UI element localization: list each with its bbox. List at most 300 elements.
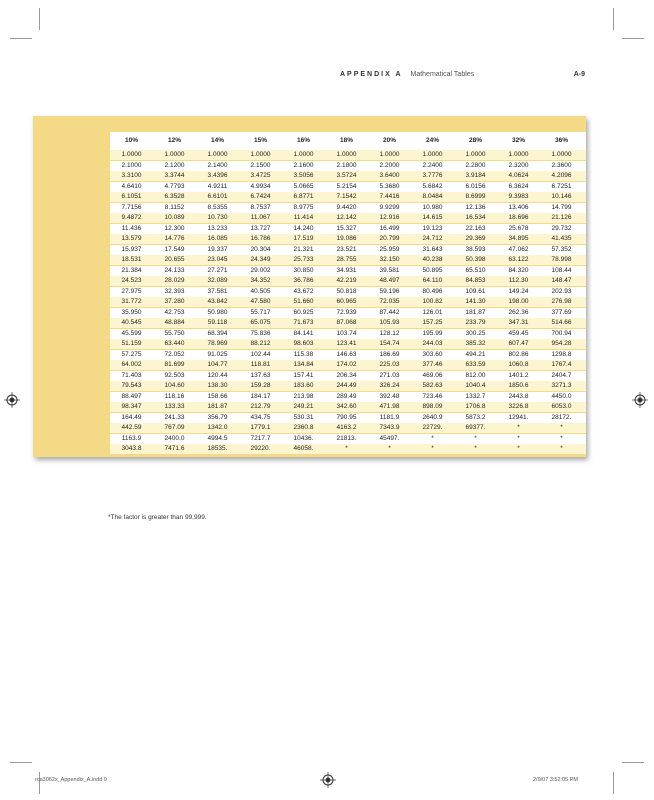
column-header: 12% — [167, 137, 181, 144]
row-band — [110, 276, 586, 286]
table-cell: 3271.3 — [551, 382, 572, 389]
table-cell: 3.9184 — [465, 172, 486, 179]
table-cell: 582.63 — [422, 382, 443, 389]
table-cell: 109.61 — [465, 287, 486, 295]
table-cell: 12.300 — [164, 224, 185, 232]
table-cell: 14.799 — [551, 203, 572, 211]
table-cell: 2.2800 — [465, 161, 486, 169]
page-number: A-9 — [573, 71, 585, 78]
table-cell: 262.36 — [508, 308, 529, 316]
table-cell: 2404.7 — [551, 371, 572, 379]
table-cell: 24.349 — [250, 256, 271, 263]
column-header: 18% — [339, 137, 353, 144]
table-cell: 59.196 — [379, 287, 400, 295]
table-cell: 28.029 — [164, 277, 185, 284]
table-cell: 35.950 — [121, 308, 142, 316]
table-cell: 40.505 — [250, 287, 271, 295]
table-cell: 11.436 — [121, 224, 142, 232]
table-cell: 7217.7 — [250, 434, 271, 442]
row-band — [110, 234, 586, 244]
table-cell: 80.496 — [422, 287, 443, 295]
table-cell: 31.772 — [121, 298, 142, 305]
row-band — [110, 255, 586, 265]
table-cell: 29.732 — [551, 224, 572, 232]
table-cell: 34.352 — [250, 277, 271, 284]
table-cell: 105.93 — [379, 319, 400, 326]
table-cell: 14.776 — [164, 235, 185, 242]
table-cell: 9.9299 — [379, 203, 400, 211]
row-stub — [33, 350, 110, 360]
row-stub — [33, 297, 110, 307]
table-cell: 41.435 — [551, 235, 572, 242]
table-cell: 118.16 — [164, 392, 185, 400]
table-row — [33, 350, 586, 360]
table-cell: 2360.8 — [293, 424, 314, 431]
table-cell: 2.1000 — [121, 161, 142, 169]
table-cell: 469.06 — [422, 371, 443, 379]
table-cell: 159.28 — [250, 382, 271, 389]
table-cell: 2.1200 — [164, 161, 185, 169]
table-cell: 1779.1 — [250, 424, 271, 431]
table-cell: 6.3528 — [164, 193, 185, 200]
row-band — [110, 192, 586, 202]
table-cell: 7.4416 — [379, 193, 400, 200]
table-row — [33, 297, 586, 307]
table-cell: 98.347 — [121, 403, 142, 410]
crop-mark — [622, 38, 644, 39]
table-cell: 347.31 — [508, 319, 529, 326]
table-cell: 7471.6 — [164, 445, 185, 452]
table-cell: 289.49 — [336, 392, 357, 400]
table-row — [33, 339, 586, 349]
row-band — [110, 308, 586, 318]
table-cell: 494.21 — [465, 350, 486, 358]
table-cell: 12.142 — [336, 214, 357, 221]
table-cell: 118.81 — [250, 361, 271, 368]
row-band — [110, 224, 586, 234]
table-cell: 112.30 — [508, 277, 529, 284]
table-cell: 57.352 — [551, 245, 572, 253]
table-cell: 1706.8 — [465, 403, 486, 410]
table-cell: 69377. — [465, 424, 486, 431]
table-cell: 6.0156 — [465, 182, 486, 190]
row-stub — [33, 255, 110, 265]
table-row — [33, 276, 586, 286]
row-stub — [33, 360, 110, 370]
table-cell: 42.219 — [336, 277, 357, 284]
table-cell: 8.6999 — [465, 193, 486, 200]
table-cell: 32.089 — [207, 277, 228, 284]
table-cell: 186.69 — [379, 350, 400, 358]
table-cell: 50.895 — [422, 266, 443, 274]
table-cell: 72.035 — [379, 298, 400, 305]
table-cell: 64.002 — [121, 361, 142, 368]
table-cell: 21.126 — [551, 214, 572, 221]
table-cell: 9.3983 — [508, 193, 529, 200]
table-cell: 50.398 — [465, 256, 486, 263]
slug-filename: rca3062x_Appendix_A.indd 9 — [35, 777, 107, 783]
table-cell: 28.755 — [336, 256, 357, 263]
row-band — [110, 444, 586, 454]
table-cell: 2400.0 — [164, 434, 185, 442]
row-band — [110, 413, 586, 423]
table-cell: 164.49 — [121, 413, 142, 421]
table-cell: 108.44 — [551, 266, 572, 274]
row-stub — [33, 192, 110, 202]
table-cell: 1.0000 — [465, 151, 486, 158]
registration-mark-icon — [320, 772, 336, 788]
table-cell: 154.74 — [379, 340, 400, 347]
table-cell: * — [431, 445, 434, 452]
table-cell: 1.0000 — [336, 151, 357, 158]
row-stub — [33, 423, 110, 433]
table-cell: 2.1400 — [207, 161, 228, 169]
row-stub — [33, 444, 110, 454]
table-cell: 8.7537 — [250, 203, 271, 211]
table-cell: 51.660 — [293, 298, 314, 305]
table-cell: 18535. — [207, 445, 228, 452]
table-cell: 342.60 — [336, 403, 357, 410]
table-cell: 21.321 — [293, 245, 314, 253]
table-row — [33, 171, 586, 181]
table-cell: 98.603 — [293, 340, 314, 347]
row-band — [110, 371, 586, 381]
table-cell: 471.98 — [379, 403, 400, 410]
table-cell: * — [431, 434, 434, 442]
table-cell: 126.01 — [422, 308, 443, 316]
table-cell: 43.842 — [207, 298, 228, 305]
table-cell: 42.753 — [164, 308, 185, 316]
table-cell: 30.850 — [293, 266, 314, 274]
table-cell: 1.0000 — [207, 151, 228, 158]
table-cell: 37.581 — [207, 287, 228, 295]
table-cell: 31.643 — [422, 245, 443, 253]
row-band — [110, 203, 586, 213]
column-header: 20% — [382, 137, 396, 144]
table-row — [33, 423, 586, 433]
table-row — [33, 402, 586, 412]
table-cell: 134.84 — [293, 361, 314, 368]
slug-timestamp: 2/9/07 3:52:05 PM — [533, 777, 578, 783]
row-band — [110, 182, 586, 192]
table-cell: 2443.8 — [508, 392, 529, 400]
table-cell: 25.678 — [508, 224, 529, 232]
row-band — [110, 297, 586, 307]
row-band — [110, 381, 586, 391]
table-cell: 6.7424 — [250, 193, 271, 200]
table-cell: 3043.8 — [121, 445, 142, 452]
table-cell: 212.79 — [250, 403, 271, 410]
table-cell: 27.975 — [121, 287, 142, 295]
table-cell: 115.38 — [293, 350, 314, 358]
row-band — [110, 266, 586, 276]
column-header: 16% — [296, 137, 310, 144]
table-cell: 241.33 — [164, 413, 185, 421]
table-cell: 8.9775 — [293, 203, 314, 211]
registration-mark-icon — [4, 392, 20, 408]
table-cell: 377.69 — [551, 308, 572, 316]
row-stub — [33, 245, 110, 255]
table-cell: 40.238 — [422, 256, 443, 263]
table-cell: 898.09 — [422, 403, 443, 410]
table-cell: 8.1152 — [164, 203, 185, 211]
table-row — [33, 287, 586, 297]
table-cell: 60.965 — [336, 298, 357, 305]
table-cell: 20.304 — [250, 245, 271, 253]
table-cell: 1181.9 — [379, 413, 400, 421]
table-cell: 71.403 — [121, 371, 142, 379]
table-row — [33, 434, 586, 444]
table-cell: 4163.2 — [336, 424, 357, 431]
table-cell: 377.46 — [422, 361, 443, 368]
row-band — [110, 318, 586, 328]
table-cell: 7.7156 — [121, 203, 142, 211]
table-cell: 5873.2 — [465, 413, 486, 421]
table-cell: 233.79 — [465, 319, 486, 326]
table-cell: 181.87 — [207, 403, 228, 410]
table-cell: 15.937 — [121, 245, 142, 253]
table-cell: 37.280 — [164, 298, 185, 305]
table-cell: 3.3744 — [164, 172, 185, 179]
table-cell: * — [388, 445, 391, 452]
table-cell: 87.442 — [379, 308, 400, 316]
table-row — [33, 224, 586, 234]
row-stub — [33, 339, 110, 349]
table-row — [33, 360, 586, 370]
table-cell: 633.59 — [465, 361, 486, 368]
table-cell: 1.0000 — [250, 151, 271, 158]
table-cell: 1.0000 — [121, 151, 142, 158]
row-stub — [33, 318, 110, 328]
table-cell: 17.549 — [164, 245, 185, 253]
table-cell: 2.1800 — [336, 161, 357, 169]
table-cell: 16.534 — [465, 214, 486, 221]
table-cell: 1.0000 — [164, 151, 185, 158]
table-cell: 148.47 — [551, 277, 572, 284]
row-stub — [33, 413, 110, 423]
table-cell: 55.717 — [250, 308, 271, 316]
table-cell: 14.240 — [293, 224, 314, 232]
column-header: 10% — [124, 137, 138, 144]
table-cell: * — [474, 445, 477, 452]
table-cell: 1163.9 — [121, 434, 142, 442]
table-cell: 3.5056 — [293, 172, 314, 179]
row-stub — [33, 402, 110, 412]
table-cell: 22.163 — [465, 224, 486, 232]
table-cell: 158.66 — [207, 392, 228, 400]
table-cell: 198.00 — [508, 298, 529, 305]
table-cell: 10.146 — [551, 193, 572, 200]
row-stub — [33, 371, 110, 381]
table-cell: 19.086 — [336, 235, 357, 242]
table-cell: 39.581 — [379, 266, 400, 274]
table-cell: 3.4396 — [207, 172, 228, 179]
row-stub — [33, 266, 110, 276]
table-cell: 225.03 — [379, 361, 400, 368]
table-cell: 6.6101 — [207, 193, 228, 200]
crop-mark — [10, 762, 32, 763]
table-row — [33, 234, 586, 244]
table-cell: 100.82 — [422, 298, 443, 305]
table-cell: 133.33 — [164, 403, 185, 410]
table-cell: 16.085 — [207, 235, 228, 242]
table-cell: 13.406 — [508, 203, 529, 211]
table-cell: 51.159 — [121, 340, 142, 347]
table-cell: 50.980 — [207, 308, 228, 316]
table-cell: 88.212 — [250, 340, 271, 347]
crop-mark — [622, 762, 644, 763]
table-cell: 13.727 — [250, 224, 271, 232]
crop-mark — [39, 8, 40, 30]
table-cell: 55.750 — [164, 329, 185, 337]
table-cell: 25.959 — [379, 245, 400, 253]
table-cell: 120.44 — [207, 371, 228, 379]
table-cell: 2.3600 — [551, 161, 572, 169]
table-cell: 46058. — [293, 445, 314, 452]
running-head — [340, 71, 585, 78]
table-cell: 4.9934 — [250, 182, 271, 190]
table-cell: 17.519 — [293, 235, 314, 242]
table-cell: 103.74 — [336, 329, 357, 337]
table-cell: 18.531 — [121, 256, 142, 263]
table-cell: 723.46 — [422, 392, 443, 400]
table-cell: 45.599 — [121, 329, 142, 337]
table-cell: 137.63 — [250, 371, 271, 379]
table-cell: 13.579 — [121, 235, 142, 242]
table-cell: * — [517, 445, 520, 452]
table-cell: 300.25 — [465, 329, 486, 337]
table-cell: 434.75 — [250, 413, 271, 421]
row-band — [110, 392, 586, 402]
table-cell: 790.95 — [336, 413, 357, 421]
table-cell: 392.48 — [379, 392, 400, 400]
table-cell: 244.49 — [336, 382, 357, 389]
table-cell: 12.916 — [379, 214, 400, 221]
table-cell: 202.93 — [551, 287, 572, 295]
table-cell: 2.1500 — [250, 161, 271, 169]
row-band — [110, 171, 586, 181]
table-row — [33, 308, 586, 318]
table-cell: 157.25 — [422, 319, 443, 326]
table-cell: 32.393 — [164, 287, 185, 295]
table-cell: 34.931 — [336, 266, 357, 274]
table-cell: 64.110 — [422, 277, 443, 284]
table-cell: 3.3100 — [121, 172, 142, 179]
table-cell: 1401.2 — [508, 371, 529, 379]
crop-mark — [613, 772, 614, 794]
column-header: 14% — [210, 137, 224, 144]
table-cell: 213.98 — [293, 392, 314, 400]
table-cell: 65.510 — [465, 266, 486, 274]
table-cell: * — [345, 445, 348, 452]
table-cell: 4.6410 — [121, 182, 142, 190]
table-cell: 10436. — [293, 434, 314, 442]
table-cell: 104.60 — [164, 382, 185, 389]
column-header: 28% — [468, 137, 482, 144]
table-cell: 3.5724 — [336, 172, 357, 179]
table-cell: 71.673 — [293, 319, 314, 326]
row-band — [110, 423, 586, 433]
table-cell: 4.7793 — [164, 182, 185, 190]
table-cell: 146.63 — [336, 350, 357, 358]
table-row — [33, 392, 586, 402]
table-row — [33, 413, 586, 423]
table-cell: 78.998 — [551, 256, 572, 263]
table-cell: 21813. — [336, 434, 357, 442]
table-cell: 530.31 — [293, 413, 314, 421]
table-cell: 174.02 — [336, 361, 357, 368]
table-cell: 79.543 — [121, 382, 142, 389]
table-cell: 48.497 — [379, 277, 400, 284]
table-cell: 9.4872 — [121, 214, 142, 221]
table-cell: 29.369 — [465, 235, 486, 242]
table-cell: 1.0000 — [508, 151, 529, 158]
table-cell: 385.32 — [465, 340, 486, 347]
column-header: 32% — [511, 137, 525, 144]
table-cell: 1.0000 — [422, 151, 443, 158]
row-band — [110, 329, 586, 339]
table-cell: 19.123 — [422, 224, 443, 232]
table-row — [33, 192, 586, 202]
row-band — [110, 150, 586, 160]
table-cell: 249.21 — [293, 403, 314, 410]
table-cell: 24.523 — [121, 277, 142, 284]
table-cell: 16.499 — [379, 224, 400, 232]
table-cell: 3226.8 — [508, 403, 529, 410]
table-cell: 10.980 — [422, 203, 443, 211]
table-cell: 29.002 — [250, 266, 271, 274]
table-cell: 206.34 — [336, 371, 357, 379]
table-cell: 84.320 — [508, 266, 529, 274]
row-band — [110, 213, 586, 223]
table-cell: 20.655 — [164, 256, 185, 263]
column-header-row — [110, 132, 586, 150]
table-cell: 47.580 — [250, 298, 271, 305]
table-cell: 28172. — [551, 413, 572, 421]
table-cell: 442.59 — [121, 424, 142, 431]
row-band — [110, 287, 586, 297]
table-cell: 11.067 — [250, 214, 271, 221]
table-cell: 63.440 — [164, 340, 185, 347]
table-header-band — [33, 116, 586, 132]
table-cell: 65.075 — [250, 319, 271, 326]
row-stub — [33, 234, 110, 244]
table-row — [33, 150, 586, 160]
table-cell: 700.94 — [551, 329, 572, 337]
crop-mark — [39, 772, 40, 794]
table-cell: 2.2000 — [379, 161, 400, 169]
row-band — [110, 360, 586, 370]
table-cell: 812.00 — [465, 371, 486, 379]
table-cell: 27.271 — [207, 266, 228, 274]
table-cell: 21.384 — [121, 266, 142, 274]
table-cell: 3.6400 — [379, 172, 400, 179]
table-cell: 303.60 — [422, 350, 443, 358]
table-cell: 7343.9 — [379, 424, 400, 431]
compound-factor-table — [33, 116, 586, 457]
table-cell: 104.77 — [207, 361, 228, 368]
table-cell: 271.03 — [379, 371, 400, 379]
table-cell: 767.09 — [164, 424, 185, 431]
table-cell: 4.9211 — [207, 182, 228, 190]
row-stub — [33, 161, 110, 171]
row-band — [110, 339, 586, 349]
table-cell: 1060.8 — [508, 361, 529, 368]
table-cell: 48.884 — [164, 319, 185, 326]
table-cell: 50.818 — [336, 287, 357, 295]
table-cell: 149.24 — [508, 287, 529, 295]
table-cell: 5.6842 — [422, 182, 443, 190]
